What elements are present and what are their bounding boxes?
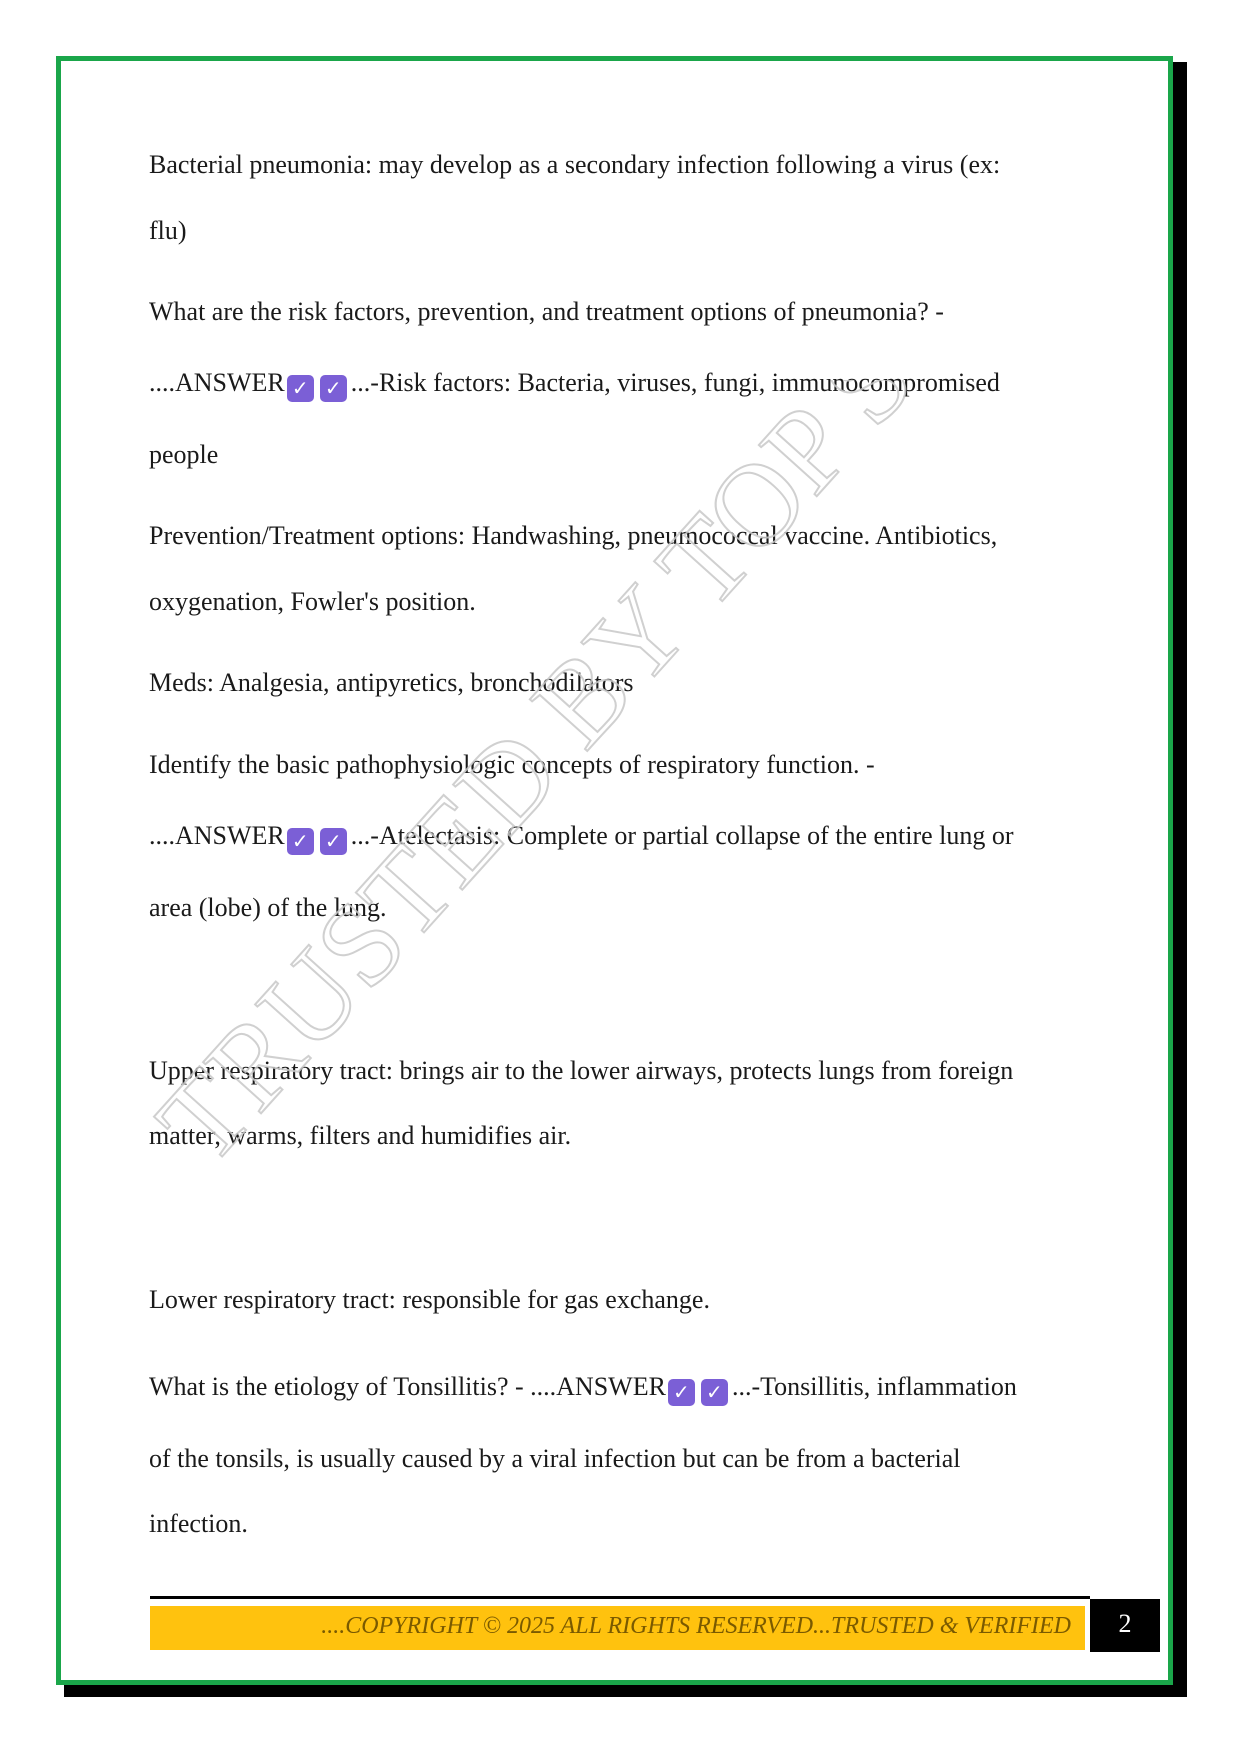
check-icon: ✓ (320, 828, 347, 855)
footer-bar (150, 1606, 1085, 1650)
text-line: matter, warms, filters and humidifies air. (149, 1121, 572, 1150)
check-icon: ✓ (287, 828, 314, 855)
answer-line (149, 368, 1000, 402)
answer-label: ....ANSWER (149, 821, 285, 850)
text-line: Upper respiratory tract: brings air to the lower airways, protects lungs from foreign (149, 1056, 1014, 1085)
check-icon: ✓ (320, 375, 347, 402)
text-line: Prevention/Treatment options: Handwashing, pneumococcal vaccine. Antibiotics, (149, 521, 998, 550)
copyright-text: ....COPYRIGHT © 2025 ALL RIGHTS RESERVED...TRUSTED & VERIFIED (321, 1613, 1071, 1639)
text-line: Meds: Analgesia, antipyretics, bronchodilators (149, 668, 634, 697)
text-line: of the tonsils, is usually caused by a viral infection but can be from a bacterial (149, 1444, 961, 1473)
question-line (149, 1372, 1017, 1406)
check-icon: ✓ (668, 1379, 695, 1406)
text-line: Bacterial pneumonia: may develop as a secondary infection following a virus (ex: (149, 150, 1001, 179)
question-line: Identify the basic pathophysiologic concepts of respiratory function. - (149, 750, 875, 779)
footer-divider (150, 1596, 1090, 1599)
question-line: What are the risk factors, prevention, and treatment options of pneumonia? - (149, 297, 944, 326)
question-text: What is the etiology of Tonsillitis? - ....ANSWER (149, 1372, 666, 1401)
answer-text: ...-Risk factors: Bacteria, viruses, fungi, immunocompromised (350, 368, 1000, 397)
text-line: flu) (149, 216, 187, 245)
answer-text: ...-Tonsillitis, inflammation (731, 1372, 1017, 1401)
check-icon: ✓ (701, 1379, 728, 1406)
answer-line (149, 821, 1014, 855)
check-icon: ✓ (287, 375, 314, 402)
page-number: 2 (1090, 1599, 1160, 1652)
answer-text: ...-Atelectasis: Complete or partial collapse of the entire lung or (350, 821, 1014, 850)
answer-label: ....ANSWER (149, 368, 285, 397)
text-line: Lower respiratory tract: responsible for gas exchange. (149, 1285, 710, 1314)
text-line: people (149, 440, 219, 469)
text-line: area (lobe) of the lung. (149, 893, 387, 922)
text-line: oxygenation, Fowler's position. (149, 587, 476, 616)
text-line: infection. (149, 1509, 248, 1538)
